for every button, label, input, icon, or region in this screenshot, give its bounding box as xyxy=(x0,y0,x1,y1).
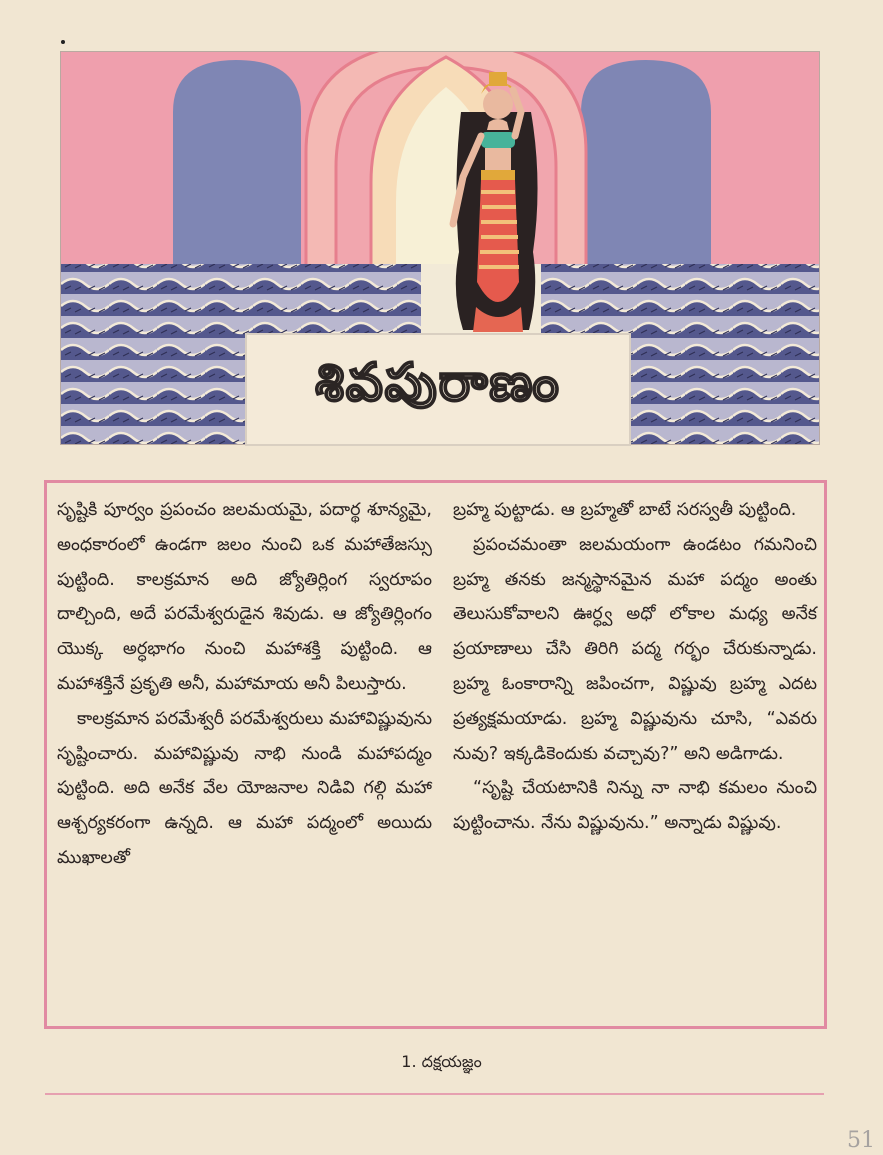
page-number: 51 xyxy=(847,1128,875,1153)
left-paragraph-2: కాలక్రమాన పరమేశ్వరీ పరమేశ్వరులు మహావిష్ణువును సృష్టించారు. మహావిష్ణువు నాభి నుండి మహాపద్మం పుట్టింది. అది అనేక వేల యోజనాల నిడివి గల్గి మహా ఆశ్చర్యకరంగా ఉన్నది. ఆ మహా పద్మంలో అయిదు ముఖాలతో xyxy=(57,708,432,868)
page-title: శివపురాణం xyxy=(315,353,561,413)
right-column xyxy=(453,493,817,841)
footer-divider xyxy=(45,1093,824,1095)
right-paragraph-1: బ్రహ్మ పుట్టాడు. ఆ బ్రహ్మతో బాటే సరస్వతీ పుట్టింది. xyxy=(453,500,797,520)
story-box xyxy=(44,480,827,1029)
right-paragraph-3: “సృష్టి చేయటానికి నిన్ను నా నాభి కమలం నుంచి పుట్టించాను. నేను విష్ణువును.” అన్నాడు విష్ణువు. xyxy=(453,778,817,834)
chapter-caption: 1. దక్షయజ్ఞం xyxy=(401,1052,482,1071)
title-box xyxy=(245,333,631,446)
right-paragraph-2: ప్రపంచమంతా జలమయంగా ఉండటం గమనించి బ్రహ్మ తనకు జన్మస్థానమైన మహా పద్మం అంతు తెలుసుకోవాలని ఊర్ధ్వ అధో లోకాల మధ్య అనేక ప్రయాణాలు చేసి తిరిగి పద్మ గర్భం చేరుకున్నాడు. బ్రహ్మ ఓంకారాన్ని జపించగా, విష్ణువు బ్రహ్మ ఎదట ప్రత్యక్షమయాడు. బ్రహ్మ విష్ణువును చూసి, “ఎవరు నువు? ఇక్కడికెందుకు వచ్చావు?” అని అడిగాడు. xyxy=(453,534,817,764)
left-paragraph-1: సృష్టికి పూర్వం ప్రపంచం జలమయమై, పదార్థ శూన్యమై, అంధకారంలో ఉండగా జలం నుంచి ఒక మహాతేజస్సు పుట్టింది. కాలక్రమాన అది జ్యోతిర్లింగ స్వరూపం దాల్చింది, అదే పరమేశ్వరుడైన శివుడు. ఆ జ్యోతిర్లింగం యొక్క అర్ధభాగం నుంచి మహాశక్తి పుట్టింది. ఆ మహాశక్తినే ప్రకృతి అనీ, మహామాయ అనీ పిలుస్తారు. xyxy=(57,500,432,694)
left-column xyxy=(57,493,432,876)
printer-dot xyxy=(61,40,65,44)
